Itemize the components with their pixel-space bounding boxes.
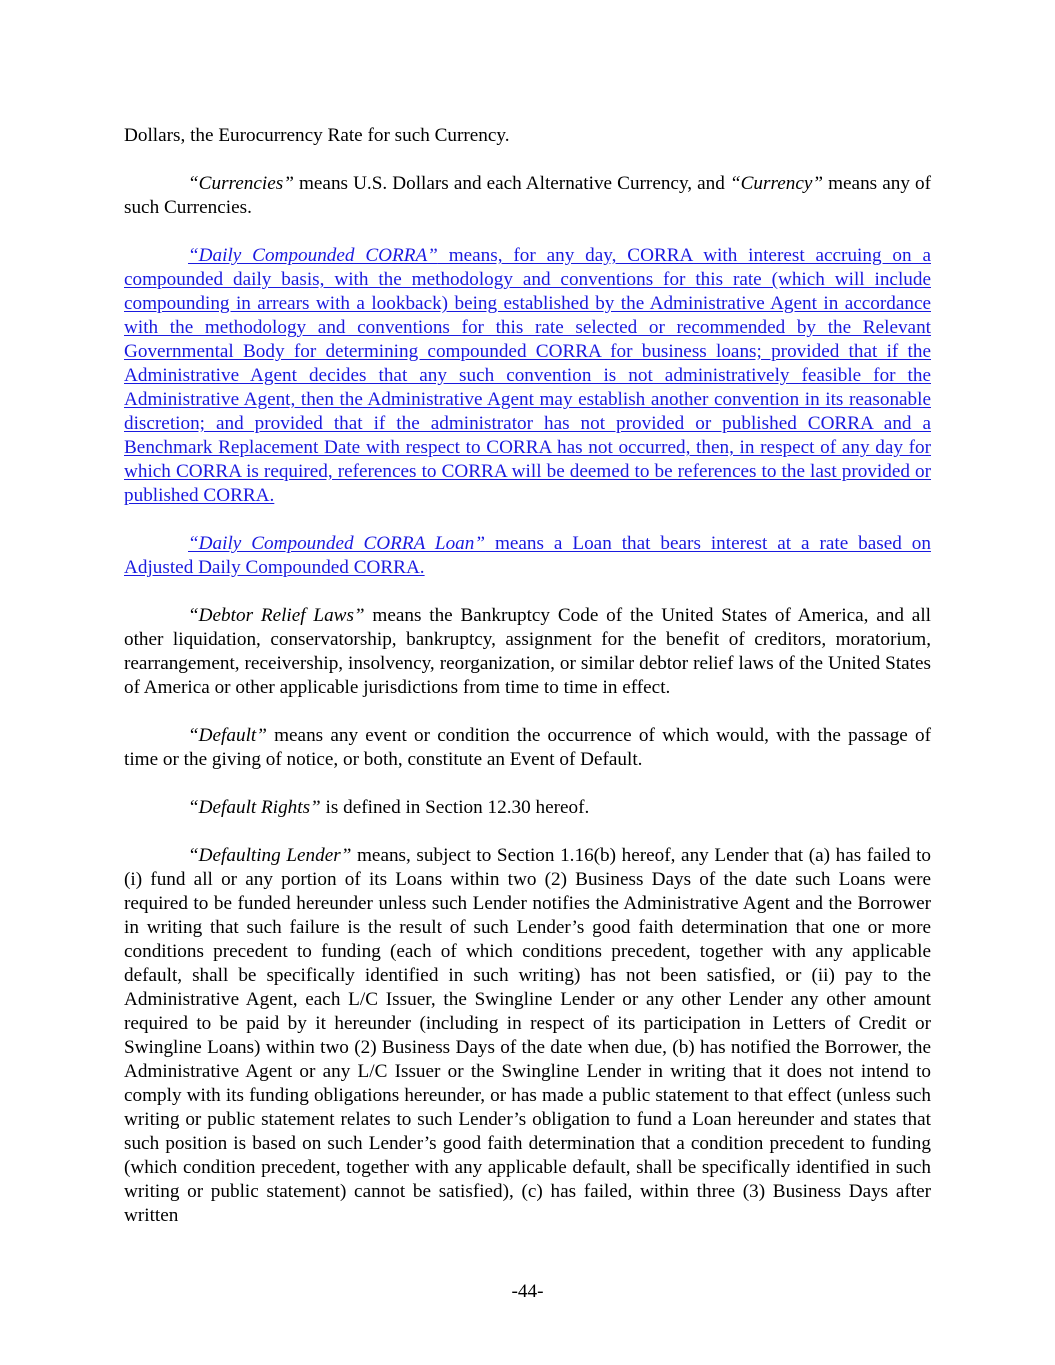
definition-defaulting-lender [124,844,931,1228]
definition-text: means U.S. Dollars and each Alternative Currency, and [293,173,730,194]
defined-term-default: “Default” [188,725,267,746]
definition-text: means the Bankruptcy Code of the United States of America, and all other liquidation, conservatorship, bankruptcy, assignment for the benefit of creditors, moratorium, rearrangement, receivership, insolvency, reorganization, or similar debtor relief laws of the United States of America or other applicable jurisdictions from time to time in effect. [124,605,931,698]
definition-text: means, subject to Section 1.16(b) hereof, any Lender that (a) has failed to (i) fund all or any portion of its Loans within two (2) Business Days of the date such Loans were required to be funded hereunder unless such Lender notifies the Administrative Agent and the Borrower in writing that such failure is the result of such Lender’s good faith determination that one or more conditions precedent to funding (each of which conditions precedent, together with any applicable default, shall be specifically identified in such writing) has not been satisfied, or (ii) pay to the Administrative Agent, each L/C Issuer, the Swingline Lender or any other Lender any other amount required to be paid by it hereunder (including in respect of its participation in Letters of Credit or Swingline Loans) within two (2) Business Days of the date when due, (b) has notified the Borrower, the Administrative Agent or any L/C Issuer or the Swingline Lender in writing that it does not intend to comply with its funding obligations hereunder, or has made a public statement to that effect (unless such writing or public statement relates to such Lender’s obligation to fund a Loan hereunder and states that such position is based on such Lender’s good faith determination that a condition precedent to funding (which condition precedent, together with any applicable default, shall be specifically identified in such writing or public statement) cannot be satisfied), (c) has failed, within three (3) Business Days after written [124,845,931,1226]
definition-text: means a Loan that bears interest at a rate based on Adjusted Daily Compounded CORRA. [124,533,931,578]
defined-term-debtor-relief-laws: “Debtor Relief Laws” [188,605,365,626]
definition-text: means any event or condition the occurrence of which would, with the passage of time or the giving of notice, or both, constitute an Event of Default. [124,725,931,770]
defined-term-currencies: “Currencies” [188,173,294,194]
definition-text: is defined in Section 12.30 hereof. [320,797,590,818]
document-page [124,124,931,1252]
paragraph-text: Dollars, the Eurocurrency Rate for such Currency. [124,125,510,146]
definition-default-rights [124,796,931,820]
page-number: -44- [511,1281,544,1302]
definition-daily-compounded-corra-loan [124,532,931,580]
defined-term-default-rights: “Default Rights” [188,797,321,818]
definition-daily-compounded-corra [124,244,931,508]
defined-term-defaulting-lender: “Defaulting Lender” [188,845,352,866]
paragraph-eurocurrency-continuation [124,124,931,148]
definition-default [124,724,931,772]
defined-term-currency: “Currency” [729,173,824,194]
defined-term-daily-compounded-corra-loan: “Daily Compounded CORRA Loan” [188,533,486,554]
definition-currencies [124,172,931,220]
definition-text: means, for any day, CORRA with interest accruing on a compounded daily basis, with the methodology and conventions for this rate (which will include compounding in arrears with a lookback) being established by the Administrative Agent in accordance with the methodology and conventions for this rate selected or recommended by the Relevant Governmental Body for determining compounded CORRA for business loans; provided that if the Administrative Agent decides that any such convention is not administratively feasible for the Administrative Agent, then the Administrative Agent may establish another convention in its reasonable discretion; and provided that if the administrator has not provided or published CORRA and a Benchmark Replacement Date with respect to CORRA has not occurred, then, in respect of any day for which CORRA is required, references to CORRA will be deemed to be references to the last provided or published CORRA. [124,245,931,506]
defined-term-daily-compounded-corra: “Daily Compounded CORRA” [188,245,438,266]
definition-debtor-relief-laws [124,604,931,700]
definition-text: means any of such Currencies. [124,173,931,218]
